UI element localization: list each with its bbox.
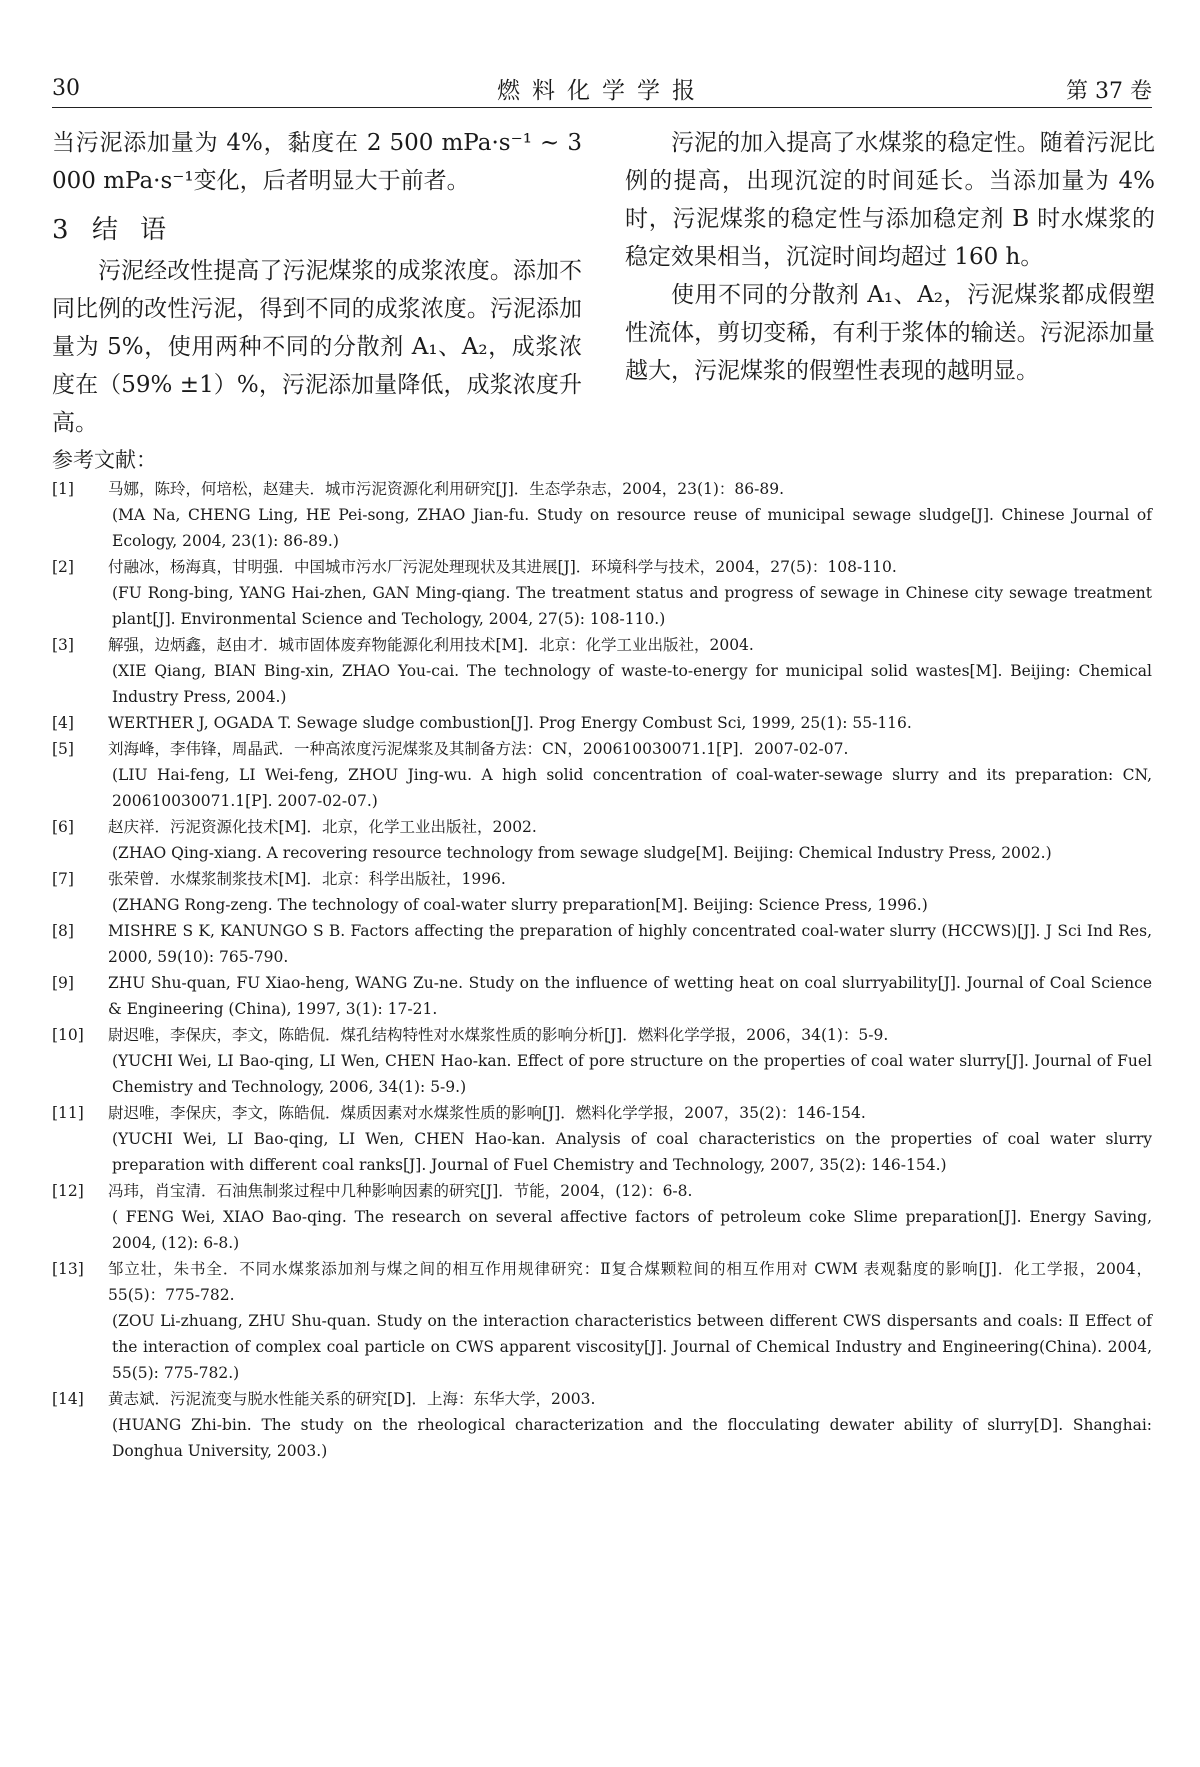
paragraph: 当污泥添加量为 4%，黏度在 2 500 mPa·s⁻¹ ~ 3 000 mPa·s⁻¹变化，后者明显大于前者。	[52, 130, 582, 194]
reference-item	[52, 1386, 1152, 1464]
paragraph: 污泥的加入提高了水煤浆的稳定性。随着污泥比例的提高，出现沉淀的时间延长。当添加量为 4% 时，污泥煤浆的稳定性与添加稳定剂 B 时水煤浆的稳定效果相当，沉淀时间均超过 160 h。	[625, 130, 1155, 270]
reference-translation: (FU Rong-bing, YANG Hai-zhen, GAN Ming-qiang. The treatment status and progress of sewage in Chinese city sewage treatment plant[J]. Environmental Science and Techology, 2004, 27(5): 108-110.)	[112, 584, 1152, 628]
reference-translation: (MA Na, CHENG Ling, HE Pei-song, ZHAO Jian-fu. Study on resource reuse of municipal sewage sludge[J]. Chinese Journal of Ecology, 2004, 23(1): 86-89.)	[112, 506, 1152, 550]
references-title: 参考文献：	[52, 448, 157, 472]
volume-label: 第 37 卷	[1066, 79, 1152, 104]
reference-number: [11]	[52, 1104, 84, 1122]
reference-item	[52, 1178, 1152, 1256]
reference-translation: (ZHAO Qing-xiang. A recovering resource technology from sewage sludge[M]. Beijing: Chemical Industry Press, 2002.)	[112, 844, 1052, 862]
reference-item	[52, 1100, 1152, 1178]
reference-text: 尉迟唯，李保庆，李文，陈皓侃．煤孔结构特性对水煤浆性质的影响分析[J]．燃料化学学报，2006，34(1)：5-9.	[108, 1026, 889, 1044]
reference-text: 黄志斌．污泥流变与脱水性能关系的研究[D]．上海：东华大学，2003.	[108, 1390, 596, 1408]
reference-number: [2]	[52, 558, 74, 576]
paragraph: 使用不同的分散剂 A₁、A₂，污泥煤浆都成假塑性流体，剪切变稀，有利于浆体的输送。污泥添加量越大，污泥煤浆的假塑性表现的越明显。	[625, 282, 1155, 384]
reference-number: [3]	[52, 636, 74, 654]
page-header	[52, 68, 1152, 108]
reference-number: [5]	[52, 740, 74, 758]
section-number: 3	[52, 215, 69, 245]
reference-text: 马娜，陈玲，何培松，赵建夫．城市污泥资源化利用研究[J]．生态学杂志，2004，23(1)：86-89.	[108, 480, 785, 498]
reference-item	[52, 1022, 1152, 1100]
page-number: 30	[52, 76, 80, 101]
left-column	[52, 124, 582, 442]
reference-number: [9]	[52, 974, 74, 992]
reference-text: WERTHER J, OGADA T. Sewage sludge combustion[J]. Prog Energy Combust Sci, 1999, 25(1): 55-116.	[108, 714, 912, 732]
reference-item	[52, 632, 1152, 710]
reference-item	[52, 476, 1152, 554]
reference-number: [6]	[52, 818, 74, 836]
reference-item	[52, 554, 1152, 632]
journal-title: 燃料化学学报	[497, 78, 707, 104]
reference-text: 付融冰，杨海真，甘明强．中国城市污水厂污泥处理现状及其进展[J]．环境科学与技术，2004，27(5)：108-110.	[108, 558, 897, 576]
reference-text: 尉迟唯，李保庆，李文，陈皓侃．煤质因素对水煤浆性质的影响[J]．燃料化学学报，2007，35(2)：146-154.	[108, 1104, 866, 1122]
reference-item	[52, 1256, 1152, 1386]
reference-item	[52, 918, 1152, 970]
reference-item	[52, 866, 1152, 918]
reference-number: [13]	[52, 1260, 84, 1278]
reference-translation: (HUANG Zhi-bin. The study on the rheological characterization and the flocculating dewater ability of slurry[D]. Shanghai: Donghua University, 2003.)	[112, 1416, 1152, 1460]
reference-text: 冯玮，肖宝清．石油焦制浆过程中几种影响因素的研究[J]．节能，2004，(12)：6-8.	[108, 1182, 693, 1200]
reference-text: 张荣曾．水煤浆制浆技术[M]．北京：科学出版社，1996.	[108, 870, 506, 888]
reference-text: MISHRE S K, KANUNGO S B. Factors affecting the preparation of highly concentrated coal-water slurry (HCCWS)[J]. J Sci Ind Res, 2000, 59(10): 765-790.	[108, 922, 1152, 966]
reference-number: [14]	[52, 1390, 84, 1408]
reference-text: ZHU Shu-quan, FU Xiao-heng, WANG Zu-ne. Study on the influence of wetting heat on coal slurryability[J]. Journal of Coal Science & Engineering (China), 1997, 3(1): 17-21.	[108, 974, 1152, 1018]
reference-number: [8]	[52, 922, 74, 940]
reference-translation: (LIU Hai-feng, LI Wei-feng, ZHOU Jing-wu. A high solid concentration of coal-water-sewage slurry and its preparation: CN, 200610030071.1[P]. 2007-02-07.)	[112, 766, 1152, 810]
paragraph: 污泥经改性提高了污泥煤浆的成浆浓度。添加不同比例的改性污泥，得到不同的成浆浓度。污泥添加量为 5%，使用两种不同的分散剂 A₁、A₂，成浆浓度在（59% ±1）%，污泥添加量降低，成浆浓度升高。	[52, 258, 582, 436]
reference-number: [12]	[52, 1182, 84, 1200]
reference-text: 邹立壮，朱书全．不同水煤浆添加剂与煤之间的相互作用规律研究：Ⅱ复合煤颗粒间的相互作用对 CWM 表观黏度的影响[J]．化工学报，2004，55(5)：775-782.	[108, 1260, 1152, 1304]
right-column	[625, 124, 1155, 390]
reference-translation: (ZOU Li-zhuang, ZHU Shu-quan. Study on the interaction characteristics between different CWS dispersants and coals: Ⅱ Effect of the interaction of complex coal particle on CWS apparent viscosity[J]. Journal of Chemical Industry and Engineering(China). 2004, 55(5): 775-782.)	[112, 1312, 1152, 1382]
reference-number: [10]	[52, 1026, 84, 1044]
reference-text: 赵庆祥．污泥资源化技术[M]．北京，化学工业出版社，2002.	[108, 818, 537, 836]
reference-item	[52, 814, 1152, 866]
reference-text: 解强，边炳鑫，赵由才．城市固体废弃物能源化利用技术[M]．北京：化学工业出版社，2004.	[108, 636, 754, 654]
reference-translation: (XIE Qiang, BIAN Bing-xin, ZHAO You-cai. The technology of waste-to-energy for municipal solid wastes[M]. Beijing: Chemical Industry Press, 2004.)	[112, 662, 1152, 706]
reference-translation: (YUCHI Wei, LI Bao-qing, LI Wen, CHEN Hao-kan. Effect of pore structure on the properties of coal water slurry[J]. Journal of Fuel Chemistry and Technology, 2006, 34(1): 5-9.)	[112, 1052, 1152, 1096]
reference-item	[52, 736, 1152, 814]
header-rule	[52, 107, 1152, 108]
reference-list	[52, 476, 1152, 1464]
reference-number: [1]	[52, 480, 74, 498]
reference-number: [7]	[52, 870, 74, 888]
section-heading	[52, 212, 582, 248]
reference-translation: (ZHANG Rong-zeng. The technology of coal-water slurry preparation[M]. Beijing: Science Press, 1996.)	[112, 896, 928, 914]
reference-translation: (YUCHI Wei, LI Bao-qing, LI Wen, CHEN Hao-kan. Analysis of coal characteristics on the properties of coal water slurry preparation with different coal ranks[J]. Journal of Fuel Chemistry and Technology, 2007, 35(2): 146-154.)	[112, 1130, 1152, 1174]
reference-translation: ( FENG Wei, XIAO Bao-qing. The research on several affective factors of petroleum coke Slime preparation[J]. Energy Saving, 2004, (12): 6-8.)	[112, 1208, 1152, 1252]
reference-number: [4]	[52, 714, 74, 732]
reference-item	[52, 710, 1152, 736]
section-title: 结语	[92, 215, 189, 245]
reference-text: 刘海峰，李伟锋，周晶武．一种高浓度污泥煤浆及其制备方法：CN，200610030071.1[P]．2007-02-07.	[108, 740, 849, 758]
reference-item	[52, 970, 1152, 1022]
